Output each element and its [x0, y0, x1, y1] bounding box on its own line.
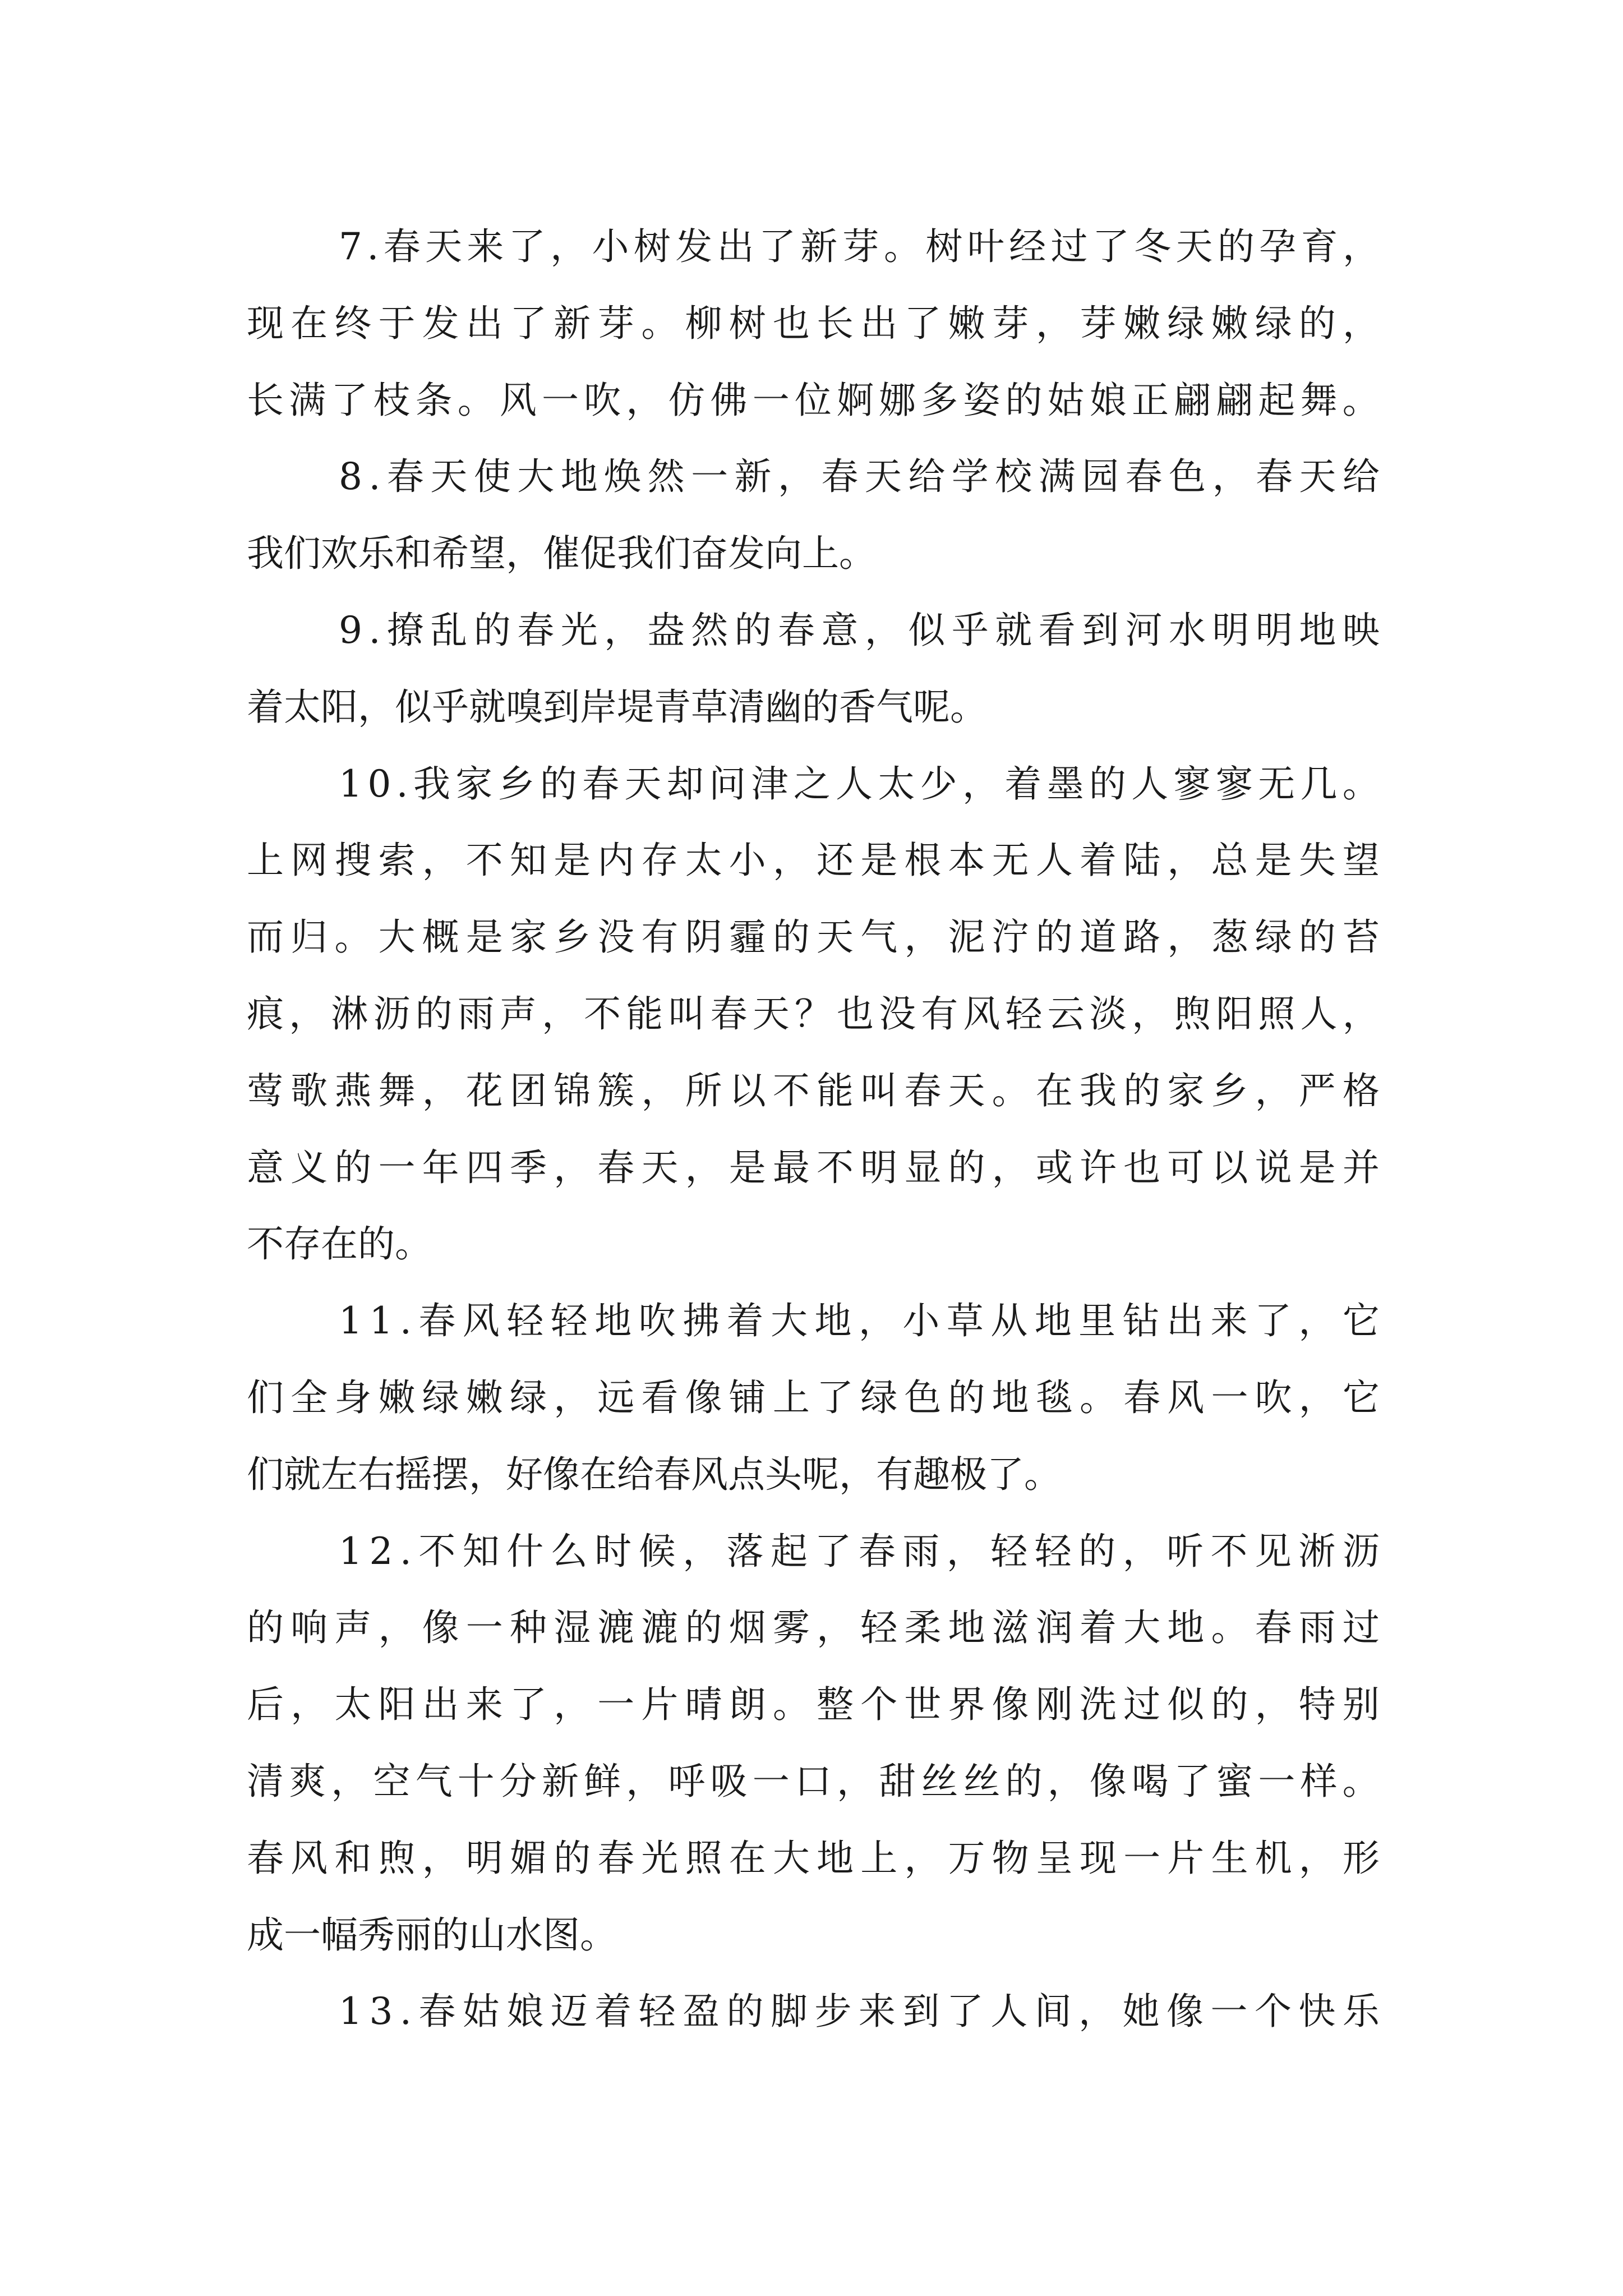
- text-line: 9 . 撩 乱 的 春 光 ， 盎 然 的 春 意 ， 似 乎 就 看 到 河 水 明 明 地 映: [339, 608, 1380, 652]
- paragraph-9: [247, 592, 1380, 746]
- text-line: 不存在的。: [247, 1222, 432, 1266]
- text-line: 1 2 . 不 知 什 么 时 候 ， 落 起 了 春 雨 ， 轻 轻 的 ， 听 不 见 淅 沥: [339, 1529, 1380, 1573]
- text-line: 1 3 . 春 姑 娘 迈 着 轻 盈 的 脚 步 来 到 了 人 间 ， 她 像 一 个 快 乐: [339, 1990, 1380, 2033]
- paragraph-11: [247, 1283, 1380, 1513]
- text-line: 7 . 春 天 来 了 ， 小 树 发 出 了 新 芽 。 树 叶 经 过 了 冬 天 的 孕 育 ，: [339, 225, 1380, 268]
- text-line: 清 爽 ， 空 气 十 分 新 鲜 ， 呼 吸 一 口 ， 甜 丝 丝 的 ， 像 喝 了 蜜 一 样 。: [247, 1759, 1380, 1803]
- text-line: 们就左右摇摆，好像在给春风点头呢，有趣极了。: [247, 1452, 1061, 1496]
- text-line: 1 0 . 我 家 乡 的 春 天 却 问 津 之 人 太 少 ， 着 墨 的 人 寥 寥 无 几 。: [339, 762, 1380, 806]
- text-line: 1 1 . 春 风 轻 轻 地 吹 拂 着 大 地 ， 小 草 从 地 里 钻 出 来 了 ， 它: [339, 1299, 1380, 1343]
- text-line: 春 风 和 煦 ， 明 媚 的 春 光 照 在 大 地 上 ， 万 物 呈 现 一 片 生 机 ， 形: [247, 1836, 1380, 1880]
- text-line: 长 满 了 枝 条 。 风 一 吹 ， 仿 佛 一 位 婀 娜 多 姿 的 姑 娘 正 翩 翩 起 舞 。: [247, 378, 1380, 422]
- text-line: 8 . 春 天 使 大 地 焕 然 一 新 ， 春 天 给 学 校 满 园 春 色 ， 春 天 给: [339, 455, 1380, 499]
- paragraph-8: [247, 439, 1380, 592]
- text-line: 我们欢乐和希望，催促我们奋发向上。: [247, 532, 876, 576]
- text-line: 现 在 终 于 发 出 了 新 芽 。 柳 树 也 长 出 了 嫩 芽 ， 芽 嫩 绿 嫩 绿 的 ，: [247, 301, 1380, 345]
- text-line: 着太阳，似乎就嗅到岸堤青草清幽的香气呢。: [247, 685, 987, 729]
- paragraph-13: [247, 1973, 1380, 2050]
- text-line: 成一幅秀丽的山水图。: [247, 1913, 617, 1957]
- text-line: 意 义 的 一 年 四 季 ， 春 天 ， 是 最 不 明 显 的 ， 或 许 也 可 以 说 是 并: [247, 1145, 1380, 1189]
- text-line: 莺 歌 燕 舞 ， 花 团 锦 簇 ， 所 以 不 能 叫 春 天 。 在 我 的 家 乡 ， 严 格: [247, 1069, 1380, 1112]
- text-line: 们 全 身 嫩 绿 嫩 绿 ， 远 看 像 铺 上 了 绿 色 的 地 毯 。 春 风 一 吹 ， 它: [247, 1375, 1380, 1419]
- text-line: 而 归 。 大 概 是 家 乡 没 有 阴 霾 的 天 气 ， 泥 泞 的 道 路 ， 葱 绿 的 苔: [247, 915, 1380, 959]
- text-line: 的 响 声 ， 像 一 种 湿 漉 漉 的 烟 雾 ， 轻 柔 地 滋 润 着 大 地 。 春 雨 过: [247, 1606, 1380, 1650]
- paragraph-7: [247, 209, 1380, 439]
- text-line: 后 ， 太 阳 出 来 了 ， 一 片 晴 朗 。 整 个 世 界 像 刚 洗 过 似 的 ， 特 别: [247, 1683, 1380, 1727]
- paragraph-10: [247, 746, 1380, 1283]
- paragraph-12: [247, 1513, 1380, 1974]
- document-body: [247, 209, 1380, 2050]
- text-line: 上 网 搜 索 ， 不 知 是 内 存 太 小 ， 还 是 根 本 无 人 着 陆 ， 总 是 失 望: [247, 839, 1380, 882]
- text-line: 痕 ， 淋 沥 的 雨 声 ， 不 能 叫 春 天 ？ 也 没 有 风 轻 云 淡 ， 煦 阳 照 人 ，: [247, 992, 1380, 1036]
